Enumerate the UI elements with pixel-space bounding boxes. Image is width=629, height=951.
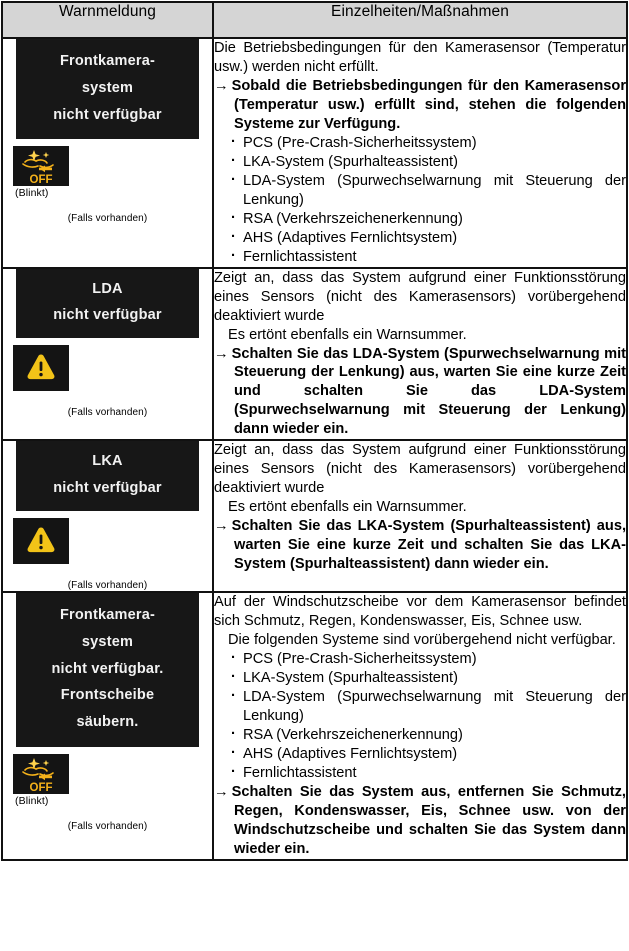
arrow-icon: → <box>214 783 229 800</box>
svg-text:OFF: OFF <box>29 782 53 795</box>
list-item: · Fernlichtassistent <box>228 248 626 267</box>
display-line: nicht verfügbar <box>53 480 162 497</box>
detail-note-text: Die folgenden Systeme sind vorübergehend nicht verfügbar. <box>228 631 616 648</box>
indicator-icon-wrap <box>13 146 212 186</box>
detail-action-text <box>214 345 626 440</box>
windshield-camera-off-icon <box>13 146 69 186</box>
list-item: · RSA (Verkehrszeichenerkennung) <box>228 726 626 745</box>
indicator-icon-wrap <box>13 518 212 564</box>
table-row <box>2 440 627 592</box>
display-line: nicht verfügbar. <box>51 660 164 677</box>
list-item: · LDA-System (Spurwechselwarnung mit Steuerung der Lenkung) <box>228 172 626 210</box>
indicator-icon-wrap <box>13 345 212 391</box>
falls-vorhanden-caption: (Falls vorhanden) <box>67 579 148 591</box>
arrow-icon: → <box>214 345 229 362</box>
table-body <box>2 38 627 860</box>
detail-action-label: Schalten Sie das System aus, entfernen Sie Schmutz, Regen, Kondenswasser, Eis, Schnee usw. von der Windschutzscheibe und schalten Sie das System dann wieder ein. <box>231 783 626 857</box>
list-item: · AHS (Adaptives Fernlichtsystem) <box>228 745 626 764</box>
list-item: · PCS (Pre-Crash-Sicherheitssystem) <box>228 650 626 669</box>
table-header-row <box>2 2 627 38</box>
detail-action-text <box>214 783 626 859</box>
detail-action-text <box>214 517 626 574</box>
detail-action-label: Sobald die Betriebsbedingungen für den Kamerasensor (Temperatur usw.) erfüllt sind, stehen die folgenden Systeme zur Verfügung. <box>231 77 626 132</box>
display-line: LKA <box>92 453 123 470</box>
column-header-details: Einzelheiten/Maßnahmen <box>213 2 627 38</box>
svg-text:OFF: OFF <box>29 174 53 187</box>
instrument-display-message <box>16 39 199 139</box>
display-line: system <box>81 79 134 96</box>
falls-vorhanden-caption: (Falls vorhanden) <box>67 407 148 419</box>
display-line: nicht verfügbar <box>53 106 162 123</box>
blinkt-caption: (Blinkt) <box>15 187 49 200</box>
detail-action-label: Schalten Sie das LDA-System (Spurwechselwarnung mit Steuerung der Lenkung) aus, warten Sie eine kurze Zeit und schalten Sie das LDA-System (Spurwechselwarnung mit Steuerung der Lenkung) dann wieder ein. <box>231 345 626 438</box>
warning-cell <box>2 268 213 441</box>
detail-intro-text: Zeigt an, dass das System aufgrund einer Funktionsstörung eines Sensors (nicht des Kamerasensors) vorübergehend deaktiviert wurde <box>214 442 626 497</box>
display-line: LDA <box>92 280 123 297</box>
table-header <box>2 2 627 38</box>
arrow-icon: → <box>214 518 229 535</box>
display-line: Frontkamera- <box>59 53 156 69</box>
display-line: system <box>81 633 134 650</box>
detail-intro-text: Die Betriebsbedingungen für den Kamerasensor (Temperatur usw.) werden nicht erfüllt. <box>214 40 626 75</box>
indicator-icon-wrap <box>13 754 212 794</box>
list-item: · RSA (Verkehrszeichenerkennung) <box>228 210 626 229</box>
warning-message-table <box>1 1 628 861</box>
list-item: · LKA-System (Spurhalteassistent) <box>228 153 626 172</box>
blinkt-caption: (Blinkt) <box>15 795 49 808</box>
detail-intro-text: Zeigt an, dass das System aufgrund einer Funktionsstörung eines Sensors (nicht des Kamerasensors) vorübergehend deaktiviert wurde <box>214 269 626 324</box>
list-item: · AHS (Adaptives Fernlichtsystem) <box>228 229 626 248</box>
arrow-icon: → <box>214 77 229 94</box>
instrument-display-message <box>16 593 199 747</box>
warning-cell <box>2 592 213 860</box>
system-list <box>214 650 626 783</box>
display-line: säubern. <box>76 714 139 731</box>
warning-message-table-page <box>0 1 629 951</box>
warning-triangle-icon <box>13 518 69 564</box>
display-line: nicht verfügbar <box>53 307 162 324</box>
table-row <box>2 38 627 268</box>
falls-vorhanden-caption: (Falls vorhanden) <box>67 821 148 833</box>
detail-action-label: Schalten Sie das LKA-System (Spurhalteassistent) aus, warten Sie eine kurze Zeit und schalten Sie das LKA-System (Spurhalteassistent) dann wieder ein. <box>231 518 626 573</box>
list-item: · LKA-System (Spurhalteassistent) <box>228 669 626 688</box>
display-line: Frontscheibe <box>60 687 155 704</box>
list-item: · PCS (Pre-Crash-Sicherheitssystem) <box>228 134 626 153</box>
falls-vorhanden-caption: (Falls vorhanden) <box>67 213 148 225</box>
windshield-camera-off-icon <box>13 754 69 794</box>
warning-cell <box>2 440 213 592</box>
details-cell <box>213 592 627 860</box>
table-row <box>2 268 627 441</box>
column-header-warning: Warnmeldung <box>2 2 213 38</box>
detail-intro-text: Auf der Windschutzscheibe vor dem Kamerasensor befindet sich Schmutz, Regen, Kondenswasser, Eis, Schnee usw. <box>214 593 626 629</box>
details-cell <box>213 38 627 268</box>
display-line: Frontkamera- <box>59 606 156 623</box>
warning-triangle-icon <box>13 345 69 391</box>
warning-cell <box>2 38 213 268</box>
system-list <box>214 134 626 267</box>
list-item: · Fernlichtassistent <box>228 764 626 783</box>
instrument-display-message <box>16 441 199 511</box>
detail-action-text <box>214 77 626 134</box>
table-row <box>2 592 627 860</box>
details-cell <box>213 268 627 441</box>
detail-note-text: Es ertönt ebenfalls ein Warnsummer. <box>228 499 467 516</box>
instrument-display-message <box>16 269 199 339</box>
list-item: · LDA-System (Spurwechselwarnung mit Steuerung der Lenkung) <box>228 688 626 726</box>
detail-note-text: Es ertönt ebenfalls ein Warnsummer. <box>228 326 467 343</box>
details-cell <box>213 440 627 592</box>
